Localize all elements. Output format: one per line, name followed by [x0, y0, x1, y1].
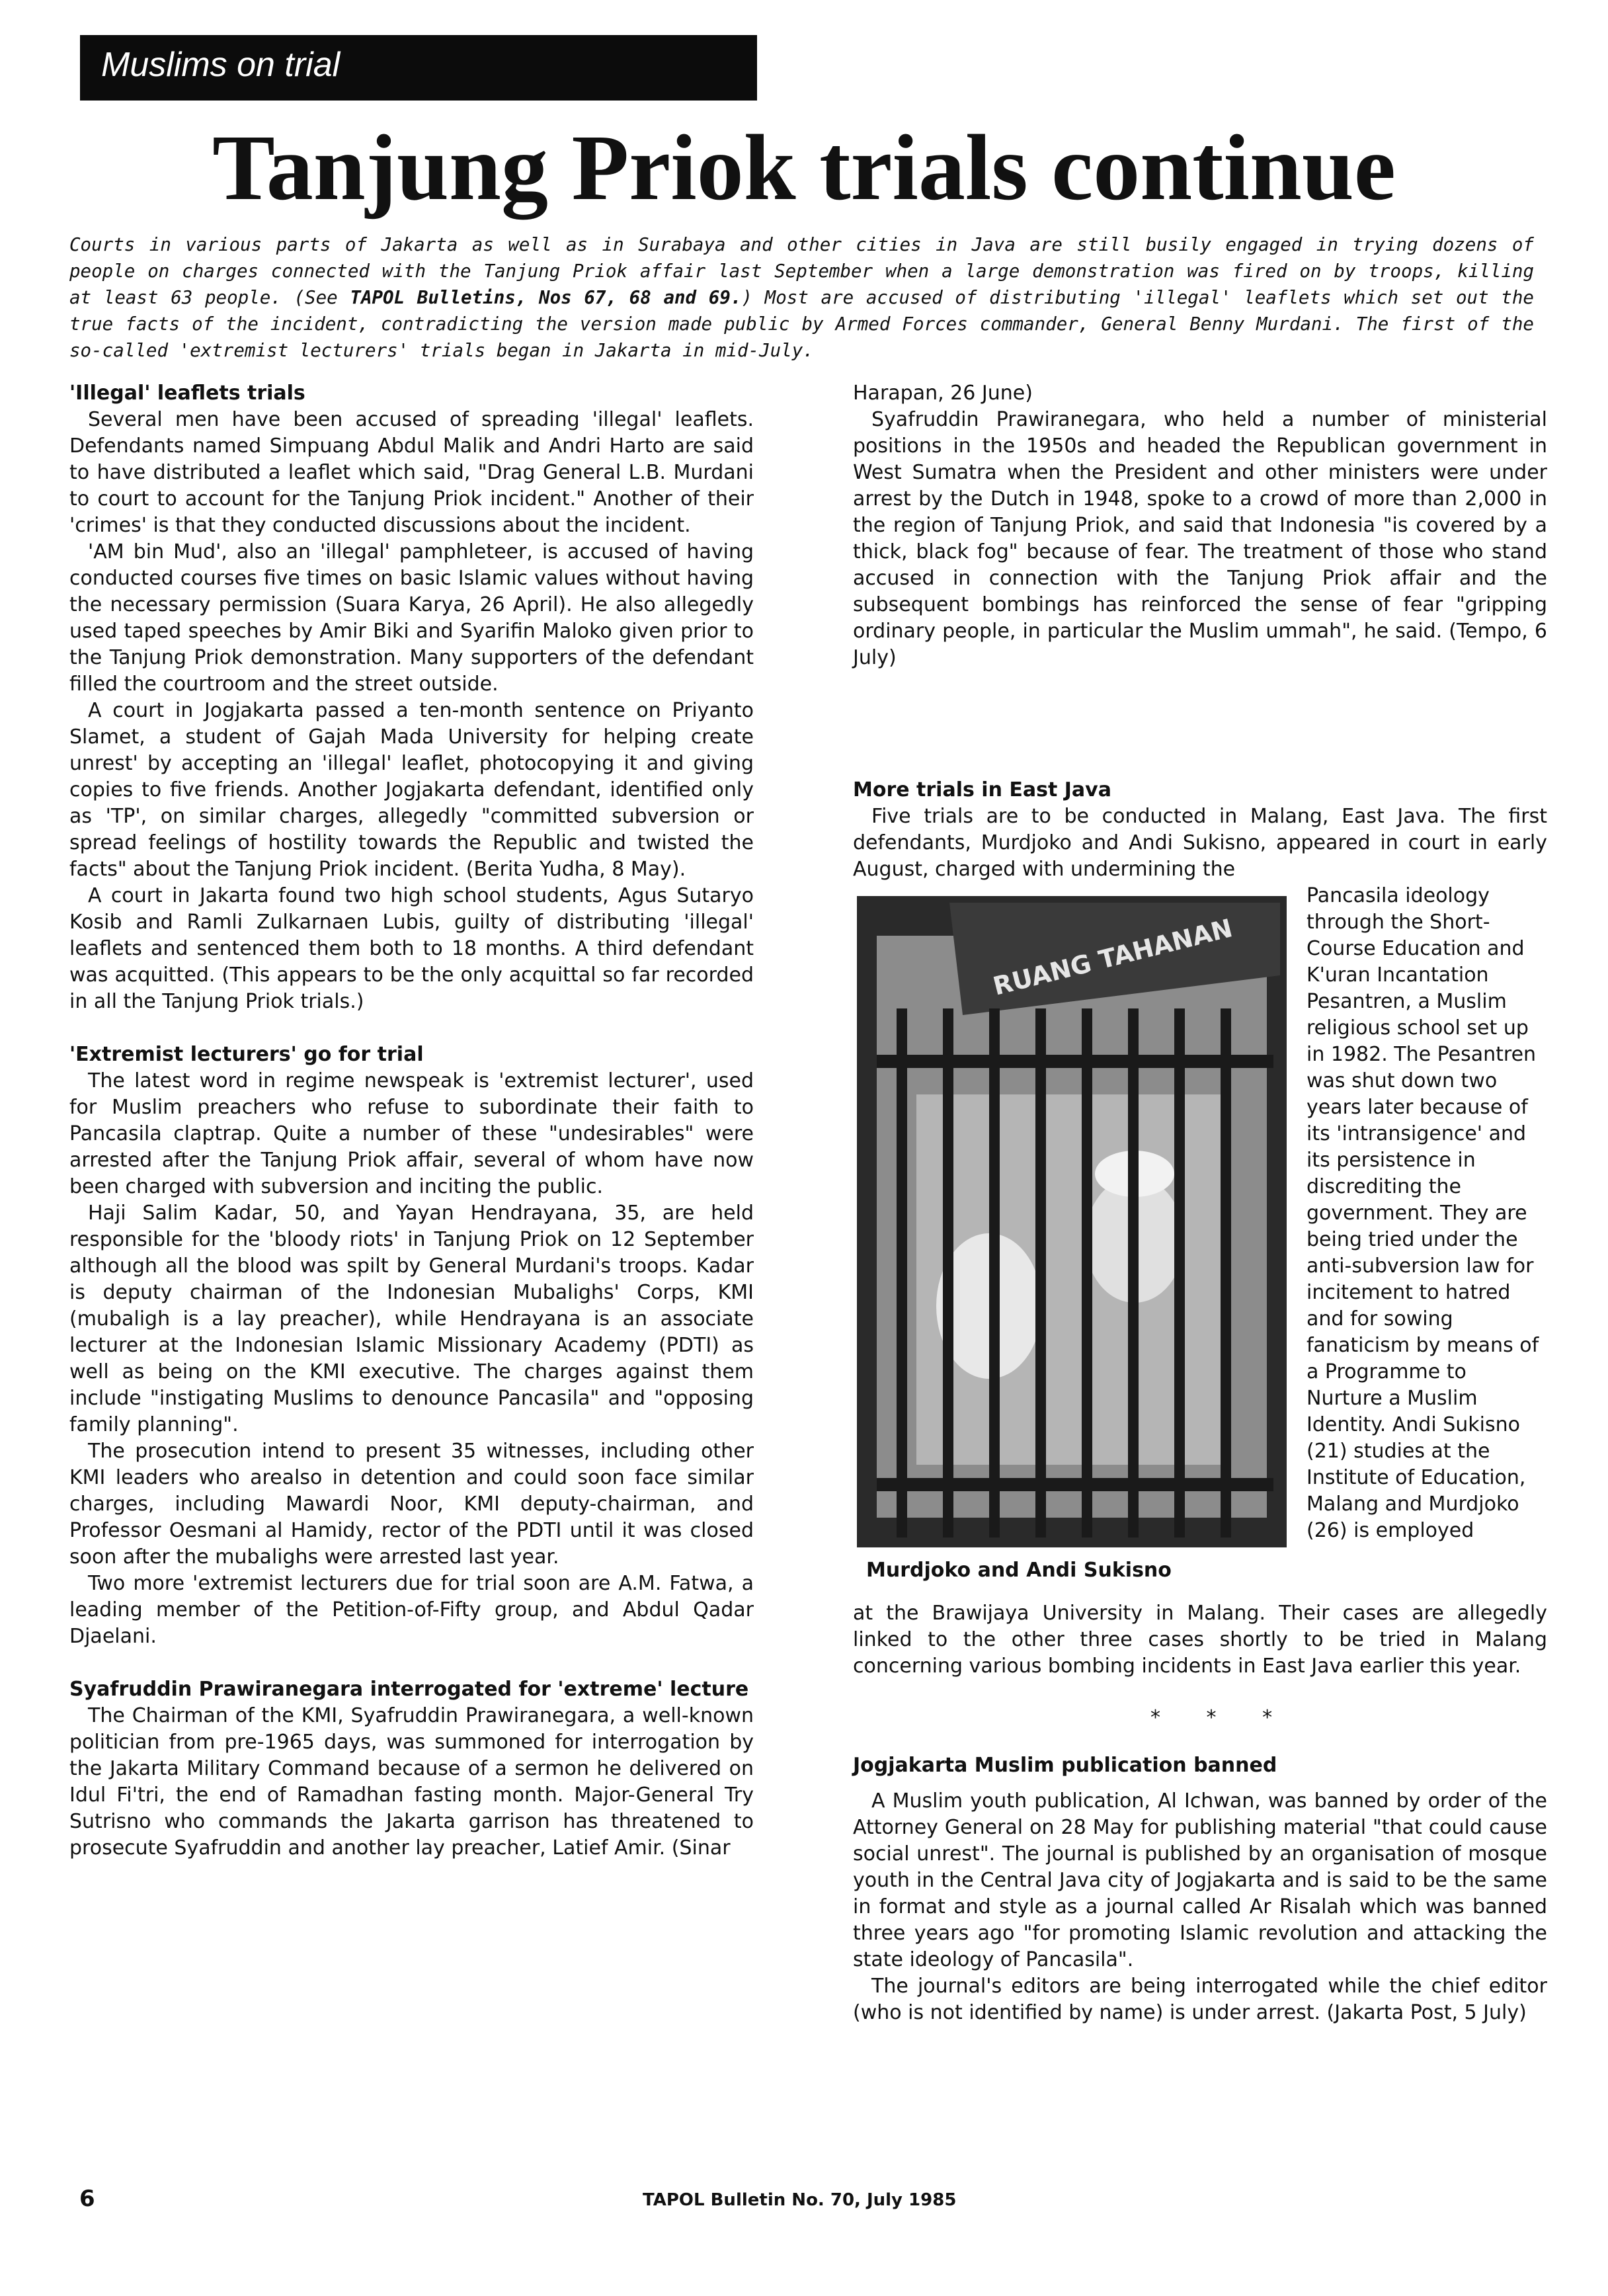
subhead-publication-banned: Jogjakarta Muslim publication banned [853, 1754, 1277, 1777]
paragraph: Syafruddin Prawiranegara, who held a number of ministerial positions in the 1950s and headed the Republican government in West Sumatra when the President and other ministers were under arrest by the Dutch in 1948, spoke to a crowd of more than 2,000 in the region of Tanjung Priok, and said that Indonesia "is covered by a thick, black fog" because of fear. The treatment of those who stand accused in connection with the Tanjung Priok affair and the subsequent bombings has reinforced the sense of fear "gripping ordinary people, in particular the Muslim ummah", he said. (Tempo, 6 July) [853, 408, 1547, 669]
wrapped-paragraph: Pancasila ideology through the Short-Course Education and K'uran Incantation Pesantren, a Muslim religious school set up in 1982. The Pesantren was shut down two years later because of its 'intransigence' and its persistence in discrediting the government. They are being tried under the anti-subversion law for incitement to hatred and for sowing fanaticism by means of a Programme to Nurture a Muslim Identity. Andi Sukisno (21) studies at the Institute of Education, Malang and Murdjoko (26) is employed [1306, 884, 1539, 1542]
paragraph: at the Brawijaya University in Malang. Their cases are allegedly linked to the other three cases shortly to be tried in Malang concerning various bombing incidents in East Java earlier this year. [853, 1602, 1547, 1678]
continued-text: Harapan, 26 June) [853, 382, 1033, 405]
photo-sign: RUANG TAHANAN [990, 913, 1236, 1001]
footer-publication: TAPOL Bulletin No. 70, July 1985 [643, 2190, 957, 2210]
paragraph: Haji Salim Kadar, 50, and Yayan Hendrayana, 35, are held responsible for the 'bloody riots' in Tanjung Priok on 12 September although all the blood was spilt by General Murdani's troops. Kadar is deputy chairman of the Indonesian Mubalighs' Corps, KMI (mubaligh is a lay preacher), while Hendrayana is an associate lecturer at the Indonesian Islamic Missionary Academy (PDTI) as well as being on the KMI executive. The charges against them include "instigating Muslims to denounce Pancasila" and "opposing family planning". [69, 1202, 754, 1436]
page-number: 6 [79, 2186, 95, 2212]
paragraph: The latest word in regime newspeak is 'extremist lecturer', used for Muslim preachers who refuse to subordinate their faith to Pancasila claptrap. Quite a number of these "undesirables" were arrested after the Tanjung Priok affair, several of whom have now been charged with subversion and inciting the public. [69, 1069, 754, 1198]
subhead-syafruddin: Syafruddin Prawiranegara interrogated for 'extreme' lecture [69, 1678, 749, 1701]
headline: Tanjung Priok trials continue [212, 115, 1396, 220]
subhead-extremist-lecturers: 'Extremist lecturers' go for trial [69, 1043, 424, 1066]
paragraph: A court in Jogjakarta passed a ten-month sentence on Priyanto Slamet, a student of Gajah Mada University for helping create unrest' by accepting an 'illegal' leaflet, photocopying it and giving copies to five friends. Another Jogjakarta defendant, identified only as 'TP', on similar charges, allegedly "committed subversion or spread feelings of hostility towards the Republic and twisted the facts" about the Tanjung Priok incident. (Berita Yudha, 8 May). [69, 699, 754, 881]
paragraph: Five trials are to be conducted in Malang, East Java. The first defendants, Murdjoko and Andi Sukisno, appeared in court in early August, charged with undermining the [853, 805, 1547, 881]
paragraph: A Muslim youth publication, Al Ichwan, was banned by order of the Attorney General on 28 May for publishing material "that could cause social unrest". The journal is published by an organisation of mosque youth in the Central Java city of Jogjakarta and is said to be the same in format and style as a journal called Ar Risalah which was banned three years ago "for promoting Islamic revolution and attacking the state ideology of Pancasila". [853, 1789, 1547, 1971]
section-separator: * * * [1150, 1706, 1293, 1729]
section-banner [80, 35, 757, 101]
defendants-photo [857, 896, 1287, 1547]
lede-text-1: Courts in various parts of Jakarta as well as in Surabaya and other cities in Java are still busily engaged in trying dozens of people on charges connected with the Tanjung Priok affair last September when a large demonstration was fired on by troops, killing at least 63 people. (See [69, 234, 1534, 308]
paragraph: The Chairman of the KMI, Syafruddin Prawiranegara, a well-known politician from pre-1965 days, was summoned for interrogation by the Jakarta Military Command because of a sermon he delivered on Idul Fi'tri, the end of Ramadhan fasting month. Major-General Try Sutrisno who commands the Jakarta garrison has threatened to prosecute Syafruddin and another lay preacher, Latief Amir. (Sinar [69, 1704, 754, 1860]
right-column-bottom [853, 1600, 1547, 1680]
paragraph: Two more 'extremist lecturers due for trial soon are A.M. Fatwa, a leading member of the Petition-of-Fifty group, and Abdul Qadar Djaelani. [69, 1572, 754, 1648]
subhead-east-java: More trials in East Java [853, 778, 1111, 801]
paragraph: A court in Jakarta found two high school students, Agus Sutaryo Kosib and Ramli Zulkarnaen Lubis, guilty of distributing 'illegal' leaflets and sentenced them both to 18 months. A third defendant was acquitted. (This appears to be the only acquittal so far recorded in all the Tanjung Priok trials.) [69, 884, 754, 1013]
right-column-east-java [853, 777, 1547, 883]
left-column [69, 380, 754, 1862]
photo-caption: Murdjoko and Andi Sukisno [866, 1559, 1172, 1582]
prison-bars-illustration [857, 896, 1287, 1547]
paragraph: The prosecution intend to present 35 witnesses, including other KMI leaders who arealso in detention and could soon face similar charges, including Mawardi Noor, KMI deputy-chairman, and Professor Oesmani al Hamidy, rector of the PDTI until it was closed soon after the mubalighs were arrested last year. [69, 1440, 754, 1569]
lede-paragraph [69, 231, 1534, 364]
paragraph: 'AM bin Mud', also an 'illegal' pamphleteer, is accused of having conducted courses five times on basic Islamic values without having the necessary permission (Suara Karya, 26 April). He also allegedly used taped speeches by Amir Biki and Syarifin Maloko given prior to the Tanjung Priok demonstration. Many supporters of the defendant filled the courtroom and the street outside. [69, 540, 754, 696]
paragraph: The journal's editors are being interrogated while the chief editor (who is not identified by name) is under arrest. (Jakarta Post, 5 July) [853, 1975, 1547, 2024]
right-column-top [853, 380, 1547, 671]
right-column-publication [853, 1752, 1547, 2026]
lede-reference: TAPOL Bulletins, Nos 67, 68 and 69. [350, 287, 742, 308]
lede-text-2: ) Most are accused of distributing 'illegal' leaflets which set out the true facts of the incident, contradicting the version made public by Armed Forces commander, General Benny Murdani. The first of the so-called 'extremist lecturers' trials began in Jakarta in mid-July. [69, 287, 1534, 361]
subhead-illegal-leaflets: 'Illegal' leaflets trials [69, 382, 305, 405]
paragraph: Several men have been accused of spreading 'illegal' leaflets. Defendants named Simpuang Abdul Malik and Andri Harto are said to have distributed a leaflet which said, "Drag General L.B. Murdani to court to account for the Tanjung Priok incident." Another of their 'crimes' is that they conducted discussions about the incident. [69, 408, 754, 537]
section-label: Muslims on trial [101, 46, 341, 84]
